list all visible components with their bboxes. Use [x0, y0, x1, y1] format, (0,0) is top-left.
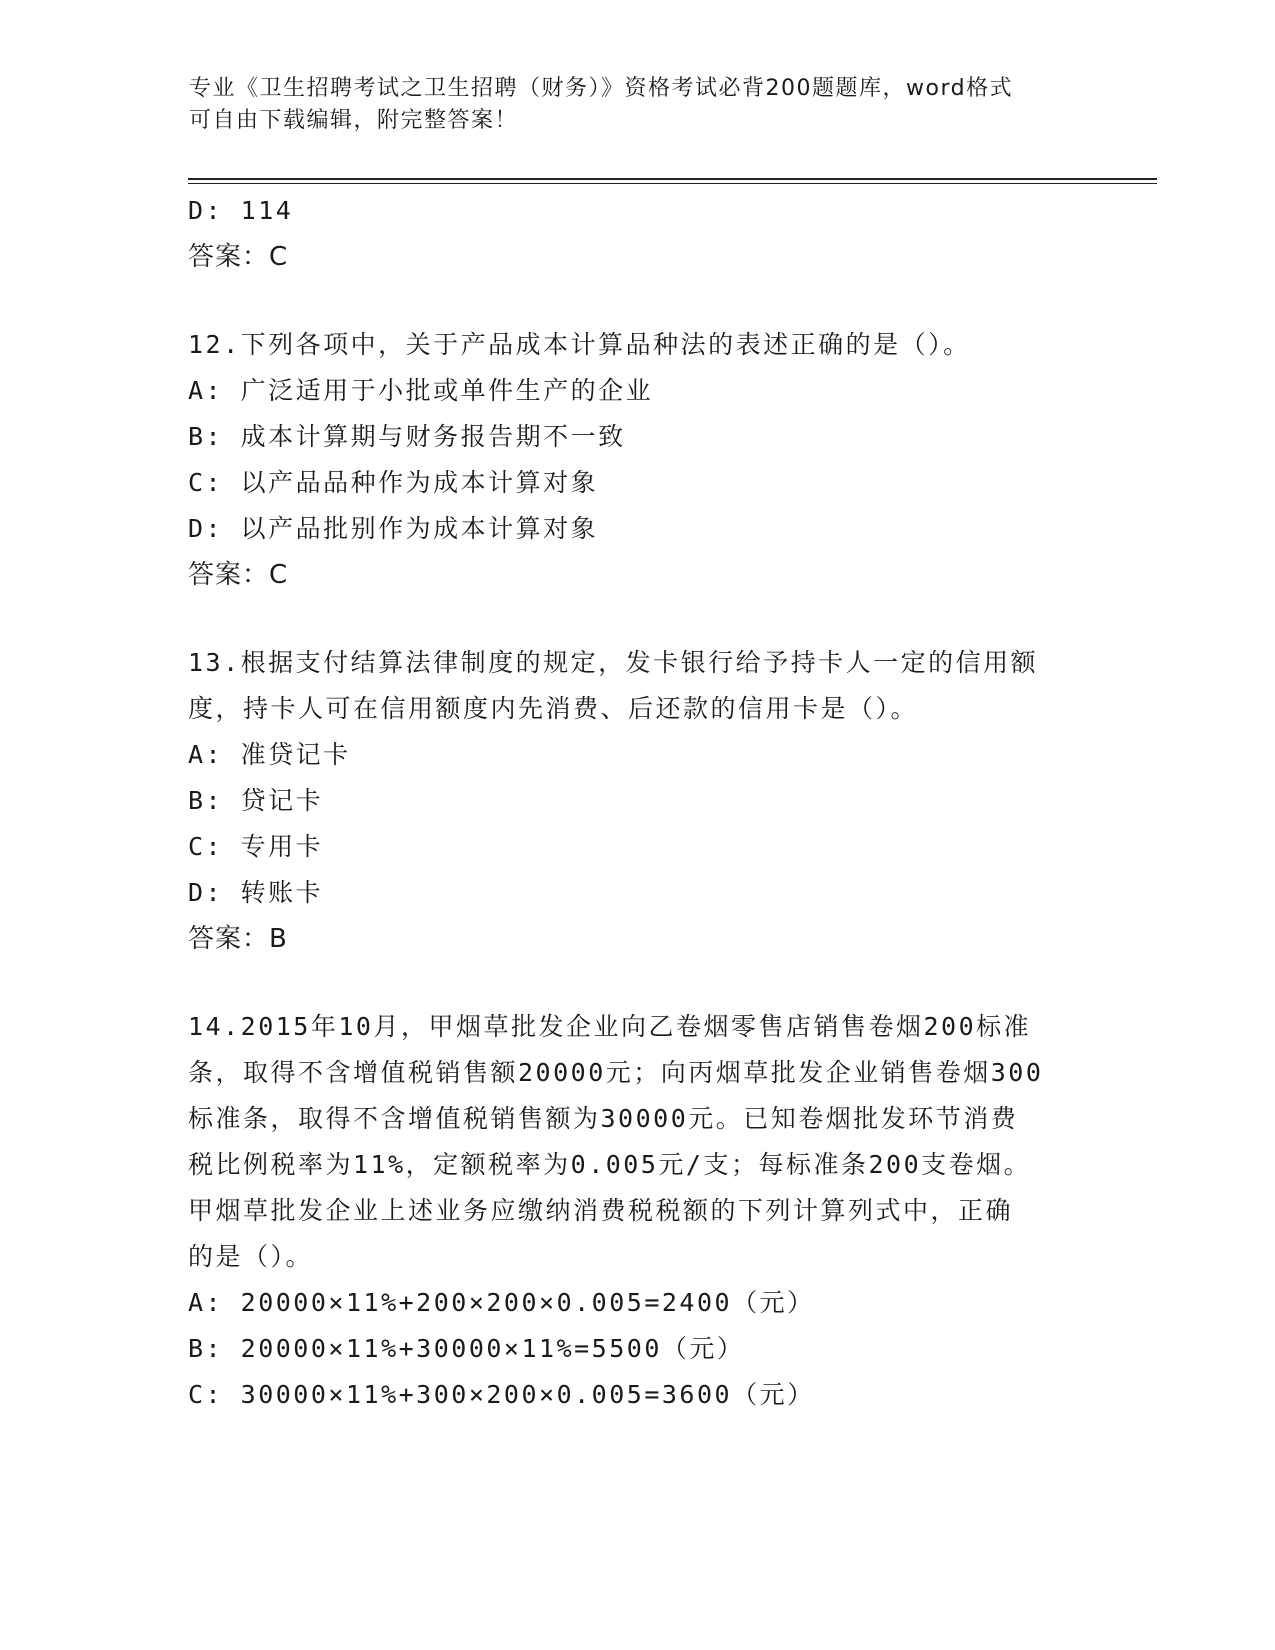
question-line: 12.下列各项中，关于产品成本计算品种法的表述正确的是（）。	[188, 330, 971, 359]
question-line: 13.根据支付结算法律制度的规定，发卡银行给予持卡人一定的信用额	[188, 648, 1039, 677]
header-line-2: 可自由下载编辑，附完整答案！	[189, 108, 519, 133]
option-b: B: 贷记卡	[188, 786, 324, 815]
spacer	[188, 962, 1088, 1004]
previous-question-tail	[188, 188, 1088, 280]
option-a: A: 广泛适用于小批或单件生产的企业	[188, 376, 654, 405]
option-b: B: 20000×11%+30000×11%=5500（元）	[188, 1334, 745, 1363]
question-line: 度，持卡人可在信用额度内先消费、后还款的信用卡是（）。	[188, 694, 919, 723]
option-c: C: 专用卡	[188, 832, 324, 861]
question-stem	[188, 1004, 1088, 1280]
question-line: 甲烟草批发企业上述业务应缴纳消费税税额的下列计算列式中，正确	[188, 1196, 1014, 1225]
question-line: 14.2015年10月，甲烟草批发企业向乙卷烟零售店销售卷烟200标准	[188, 1012, 1032, 1041]
option-d: D: 以产品批别作为成本计算对象	[188, 514, 599, 543]
header-line-1: 专业《卫生招聘考试之卫生招聘（财务）》资格考试必背200题题库，word格式	[189, 76, 1014, 101]
spacer	[188, 280, 1088, 322]
option-d: D: 转账卡	[188, 878, 324, 907]
option-b: B: 成本计算期与财务报告期不一致	[188, 422, 626, 451]
option-c: C: 以产品品种作为成本计算对象	[188, 468, 599, 497]
question-stem	[188, 640, 1088, 732]
answer: 答案：B	[188, 924, 288, 954]
answer: 答案：C	[188, 560, 289, 590]
question-line: 税比例税率为11%，定额税率为0.005元/支；每标准条200支卷烟。	[188, 1150, 1032, 1179]
answer: 答案：C	[188, 242, 289, 272]
question-12	[188, 322, 1088, 598]
document-header	[189, 73, 1089, 137]
option-d: D: 114	[188, 196, 294, 225]
question-line: 条，取得不含增值税销售额20000元；向丙烟草批发企业销售卷烟300	[188, 1058, 1044, 1087]
document-body	[188, 188, 1088, 1418]
question-line: 标准条，取得不含增值税销售额为30000元。已知卷烟批发环节消费	[188, 1104, 1019, 1133]
question-14	[188, 1004, 1088, 1418]
option-c: C: 30000×11%+300×200×0.005=3600（元）	[188, 1380, 815, 1409]
spacer	[188, 598, 1088, 640]
option-a: A: 准贷记卡	[188, 740, 351, 769]
question-stem	[188, 322, 1088, 368]
question-line: 的是（）。	[188, 1242, 314, 1271]
question-13	[188, 640, 1088, 962]
option-a: A: 20000×11%+200×200×0.005=2400（元）	[188, 1288, 815, 1317]
header-divider	[188, 178, 1157, 184]
